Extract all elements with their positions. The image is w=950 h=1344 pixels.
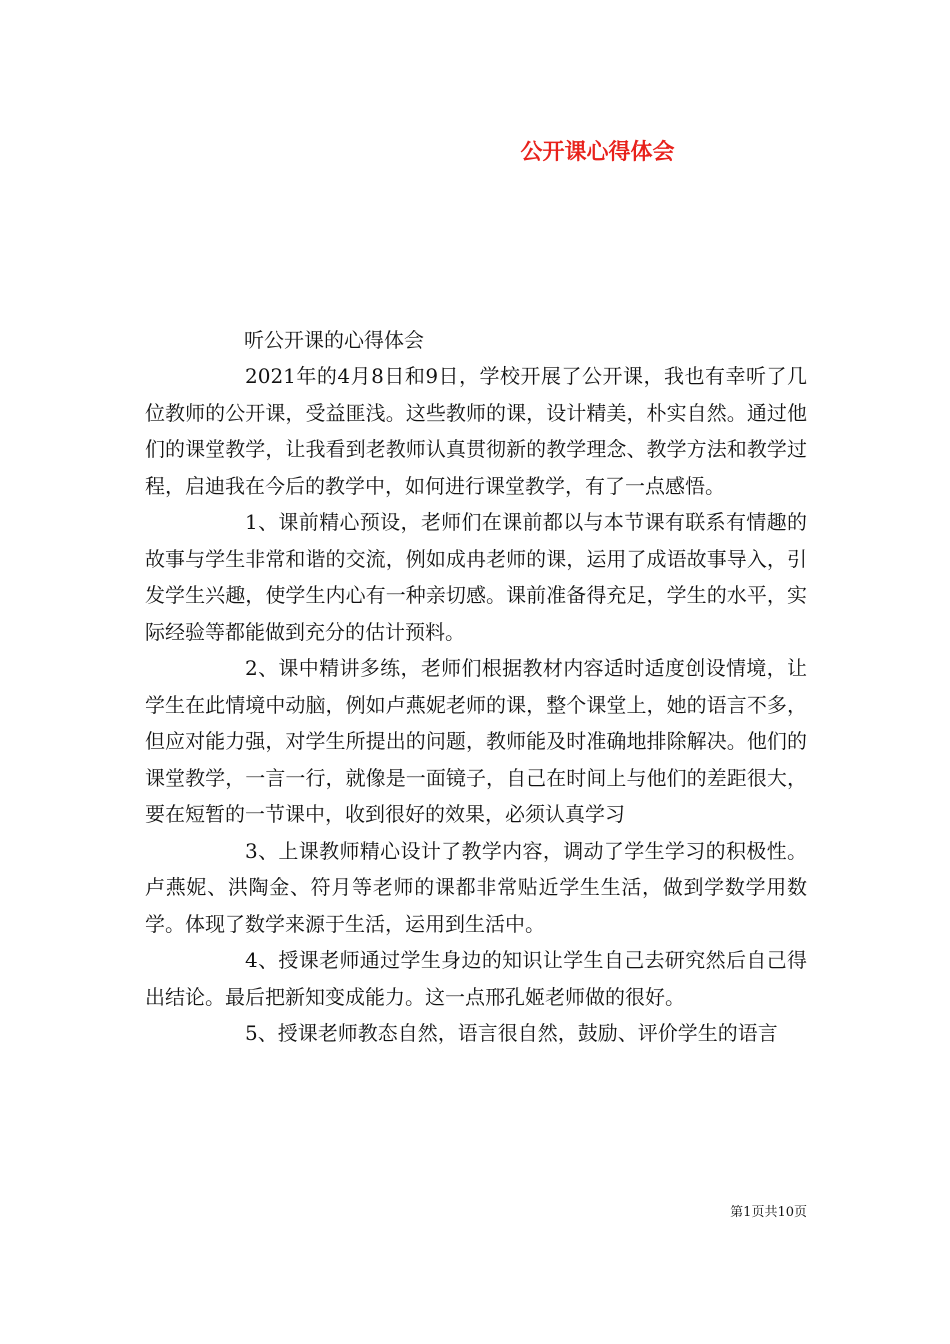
document-body — [145, 358, 807, 1052]
paragraph-point-3: 3、上课教师精心设计了教学内容，调动了学生学习的积极性。卢燕妮、洪陶金、符月等老师的课都非常贴近学生生活，做到学数学用数学。体现了数学来源于生活，运用到生活中。 — [145, 838, 807, 936]
paragraph-point-2: 2、课中精讲多练，老师们根据教材内容适时适度创设情境，让学生在此情境中动脑，例如卢燕妮老师的课，整个课堂上，她的语言不多，但应对能力强，对学生所提出的问题，教师能及时准确地排除解决。他们的课堂教学，一言一行，就像是一面镜子，自己在时间上与他们的差距很大，要在短暂的一节课中，收到很好的效果，必须认真学习 — [145, 656, 807, 826]
paragraph-point-1: 1、课前精心预设，老师们在课前都以与本节课有联系有情趣的故事与学生非常和谐的交流，例如成冉老师的课，运用了成语故事导入，引发学生兴趣，使学生内心有一种亲切感。课前准备得充足，学生的水平，实际经验等都能做到充分的估计预料。 — [145, 510, 807, 644]
page-number-footer: 第1页共10页 — [730, 1205, 807, 1220]
document-subtitle: 听公开课的心得体会 — [244, 328, 424, 352]
paragraph-point-5: 5、授课老师教态自然，语言很自然，鼓励、评价学生的语言 — [245, 1021, 778, 1045]
paragraph-point-4: 4、授课老师通过学生身边的知识让学生自己去研究然后自己得出结论。最后把新知变成能力。这一点邢孔姬老师做的很好。 — [145, 948, 807, 1009]
paragraph-intro: 2021年的4月8日和9日，学校开展了公开课，我也有幸听了几位教师的公开课，受益匪浅。这些教师的课，设计精美，朴实自然。通过他们的课堂教学，让我看到老教师认真贯彻新的教学理念、教学方法和教学过程，启迪我在今后的教学中，如何进行课堂教学，有了一点感悟。 — [145, 364, 807, 498]
page-title: 公开课心得体会 — [520, 139, 675, 165]
